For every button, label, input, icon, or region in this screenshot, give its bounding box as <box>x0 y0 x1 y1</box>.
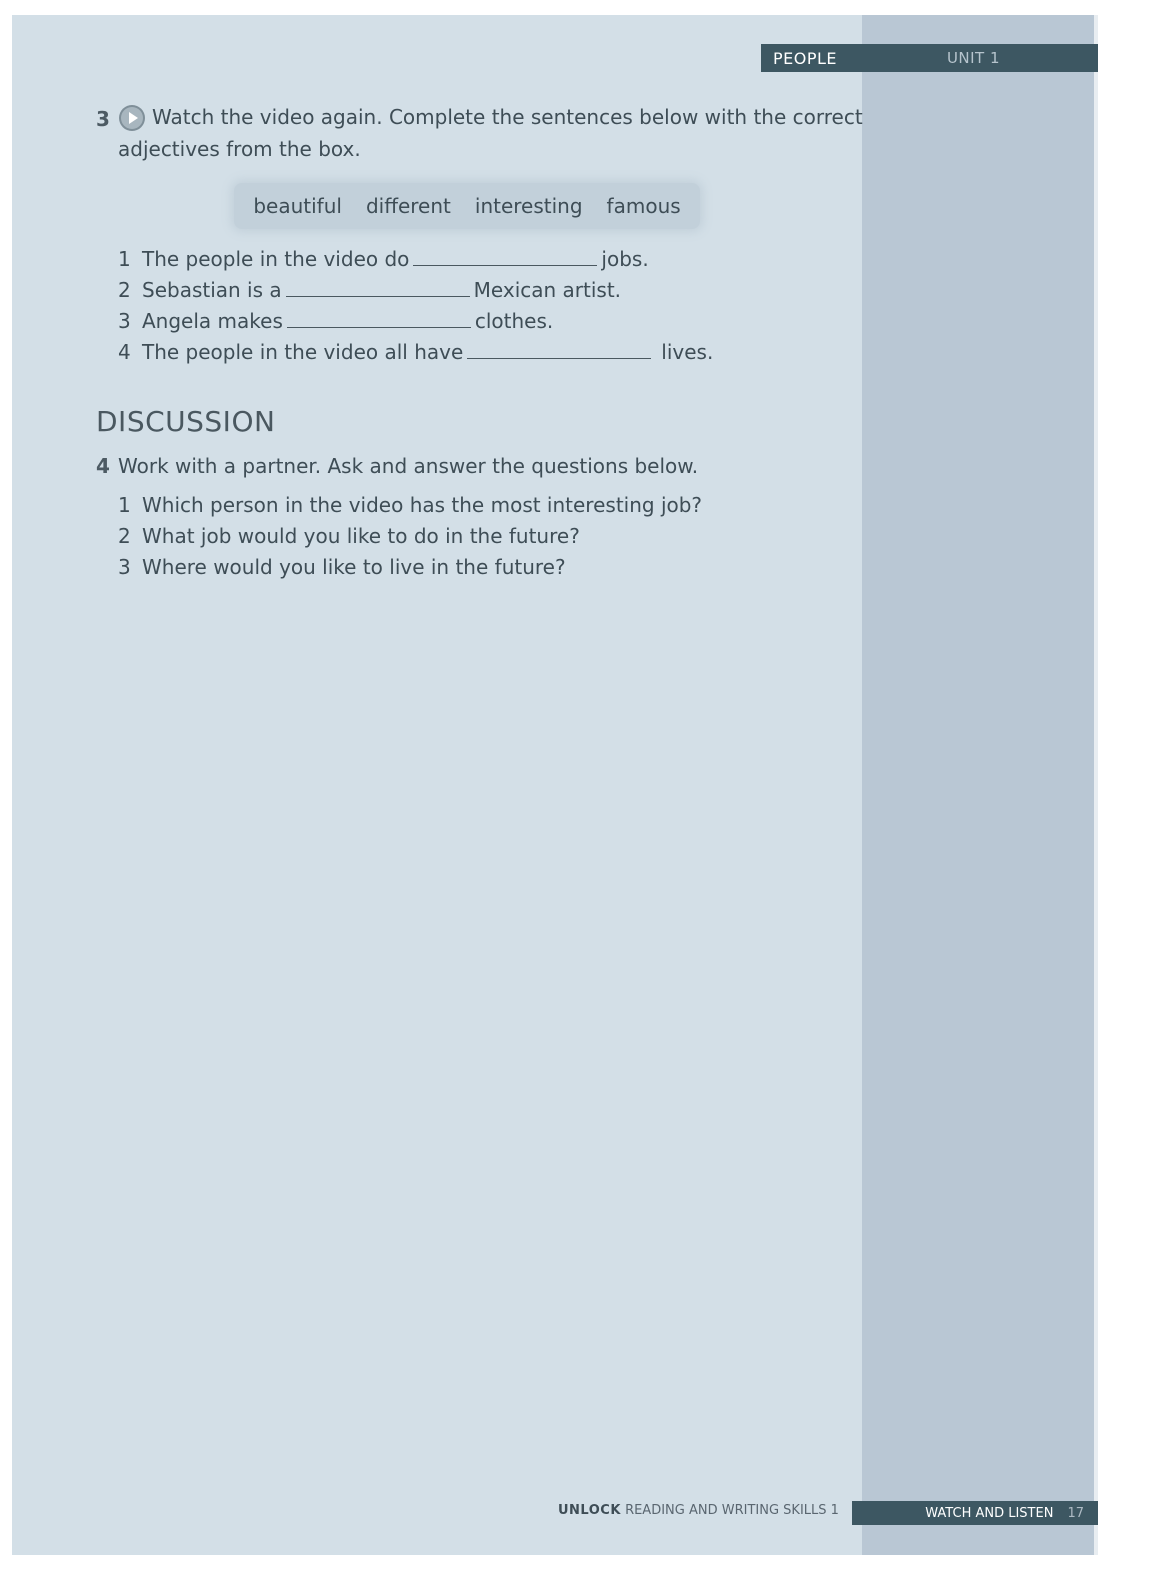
play-video-icon <box>118 104 146 132</box>
word-box-item: interesting <box>474 194 583 218</box>
exercise-4-instruction: Work with a partner. Ask and answer the questions below. <box>118 454 699 478</box>
word-box-item: different <box>365 194 451 218</box>
word-box <box>234 183 700 229</box>
exercise-3-item: 1 The people in the video do jobs. <box>118 247 649 271</box>
word-box-item: beautiful <box>253 194 342 218</box>
exercise-3-item: 3 Angela makes clothes. <box>118 309 554 333</box>
unlock-logo: UNLOCK <box>558 1503 621 1518</box>
answer-blank[interactable] <box>413 247 597 266</box>
discussion-heading: DISCUSSION <box>96 405 276 438</box>
header-section-tab: PEOPLE <box>761 44 849 72</box>
word-box-item: famous <box>606 194 681 218</box>
footer-section-bar <box>852 1501 1098 1525</box>
answer-blank[interactable] <box>287 309 471 328</box>
exercise-3-number: 3 <box>96 107 110 131</box>
textbook-page <box>12 15 1098 1555</box>
page-edge <box>1094 15 1098 1555</box>
discussion-question: 3 Where would you like to live in the future? <box>118 555 566 579</box>
margin-strip <box>862 15 1098 1555</box>
answer-blank[interactable] <box>286 278 470 297</box>
exercise-3-item: 4 The people in the video all have lives. <box>118 340 714 364</box>
exercise-3-instruction-line-2: adjectives from the box. <box>118 137 361 161</box>
footer-section-label: WATCH AND LISTEN <box>925 1505 1054 1521</box>
header-unit-tab: UNIT 1 <box>849 44 1098 72</box>
exercise-3-item: 2 Sebastian is a Mexican artist. <box>118 278 622 302</box>
footer-book-title: UNLOCK READING AND WRITING SKILLS 1 <box>558 1503 839 1518</box>
exercise-3-instruction-line-1: Watch the video again. Complete the sentences below with the correct <box>152 105 863 129</box>
discussion-question: 1 Which person in the video has the most interesting job? <box>118 493 703 517</box>
exercise-4-number: 4 <box>96 454 110 478</box>
discussion-question: 2 What job would you like to do in the future? <box>118 524 580 548</box>
answer-blank[interactable] <box>467 340 651 359</box>
page-number: 17 <box>1067 1505 1084 1521</box>
